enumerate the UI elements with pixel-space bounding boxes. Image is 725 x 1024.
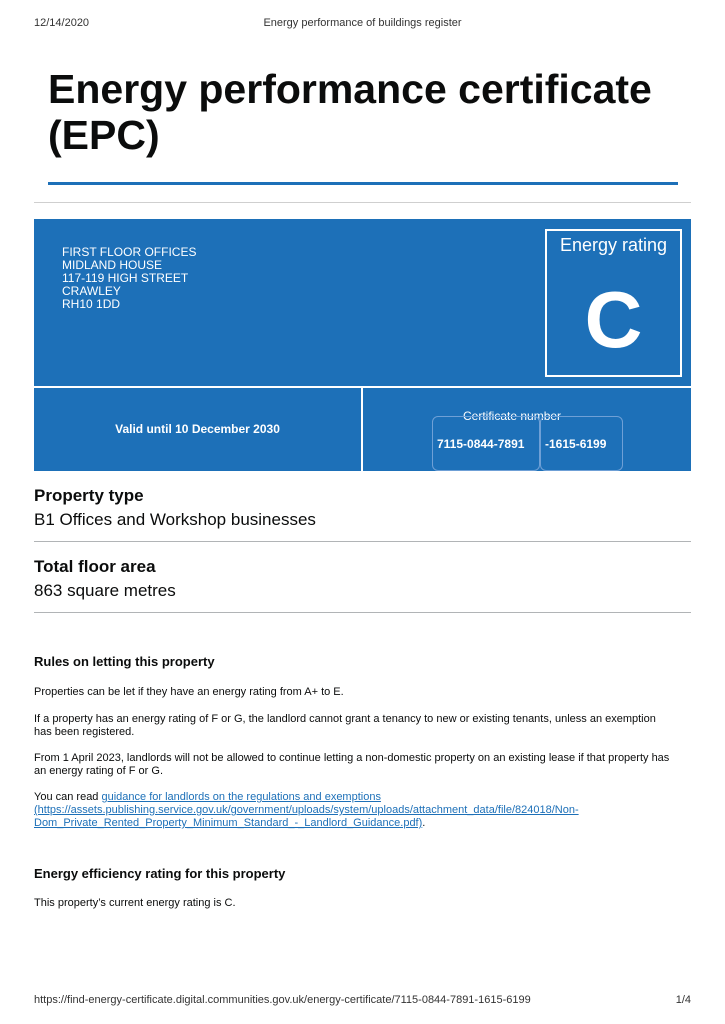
floor-area-label: Total floor area bbox=[34, 557, 156, 576]
address-postcode: RH10 1DD bbox=[62, 297, 121, 311]
efficiency-heading: Energy efficiency rating for this property bbox=[34, 866, 286, 881]
property-address bbox=[62, 246, 196, 311]
rules-heading: Rules on letting this property bbox=[34, 654, 215, 669]
section-divider bbox=[34, 541, 691, 542]
guidance-link[interactable]: guidance for landlords on the regulations and exemptions (https://assets.publishing.service.gov.uk/government/uploads/system/uploads/attachment_data/file/824018/Non-Dom_Private_Rented_Property_Minimum_Standard_-_Landlord_Guidance.pdf) bbox=[34, 791, 579, 829]
page-title: Energy performance certificate (EPC) bbox=[48, 66, 652, 158]
energy-rating-value: C bbox=[584, 275, 643, 364]
address-line: 117-119 HIGH STREET bbox=[62, 271, 189, 285]
print-url: https://find-energy-certificate.digital.communities.gov.uk/energy-certificate/7115-0844-7891-1615-6199 bbox=[34, 994, 531, 1006]
page-number: 1/4 bbox=[675, 994, 691, 1006]
energy-rating-box bbox=[545, 229, 682, 377]
valid-until: Valid until 10 December 2030 bbox=[115, 422, 280, 436]
certificate-number-label: Certificate number bbox=[463, 409, 562, 423]
address-line: FIRST FLOOR OFFICES bbox=[62, 245, 197, 259]
address-line: CRAWLEY bbox=[62, 284, 121, 298]
rules-paragraph: Properties can be let if they have an energy rating from A+ to E. bbox=[34, 686, 344, 698]
guidance-prefix: You can read bbox=[34, 791, 102, 803]
certificate-number-text: 7115-0844-7891 bbox=[437, 437, 525, 451]
property-type-value: B1 Offices and Workshop businesses bbox=[34, 510, 316, 529]
property-type-label: Property type bbox=[34, 486, 144, 505]
print-page-title: Energy performance of buildings register bbox=[263, 17, 462, 29]
certificate-number-part-1 bbox=[432, 416, 540, 471]
epc-summary-panel bbox=[34, 219, 691, 471]
title-underline bbox=[48, 182, 678, 185]
certificate-number-text: -1615-6199 bbox=[545, 437, 607, 451]
floor-area-value: 863 square metres bbox=[34, 581, 176, 600]
rules-paragraph: From 1 April 2023, landlords will not be allowed to continue letting a non-domestic property on an existing lease if that property has an energy rating of F or G. bbox=[34, 752, 670, 777]
guidance-paragraph bbox=[34, 791, 594, 830]
guidance-suffix: . bbox=[422, 817, 426, 829]
section-divider bbox=[34, 612, 691, 613]
panel-divider bbox=[361, 388, 363, 471]
certificate-number-part-2 bbox=[540, 416, 623, 471]
section-divider bbox=[34, 202, 691, 203]
address-line: MIDLAND HOUSE bbox=[62, 258, 163, 272]
energy-rating-label: Energy rating bbox=[559, 235, 668, 255]
print-date: 12/14/2020 bbox=[34, 17, 90, 29]
efficiency-current-rating: This property’s current energy rating is C. bbox=[34, 897, 236, 909]
rules-paragraph: If a property has an energy rating of F or G, the landlord cannot grant a tenancy to new or existing tenants, unless an exemption has been registered. bbox=[34, 713, 656, 738]
